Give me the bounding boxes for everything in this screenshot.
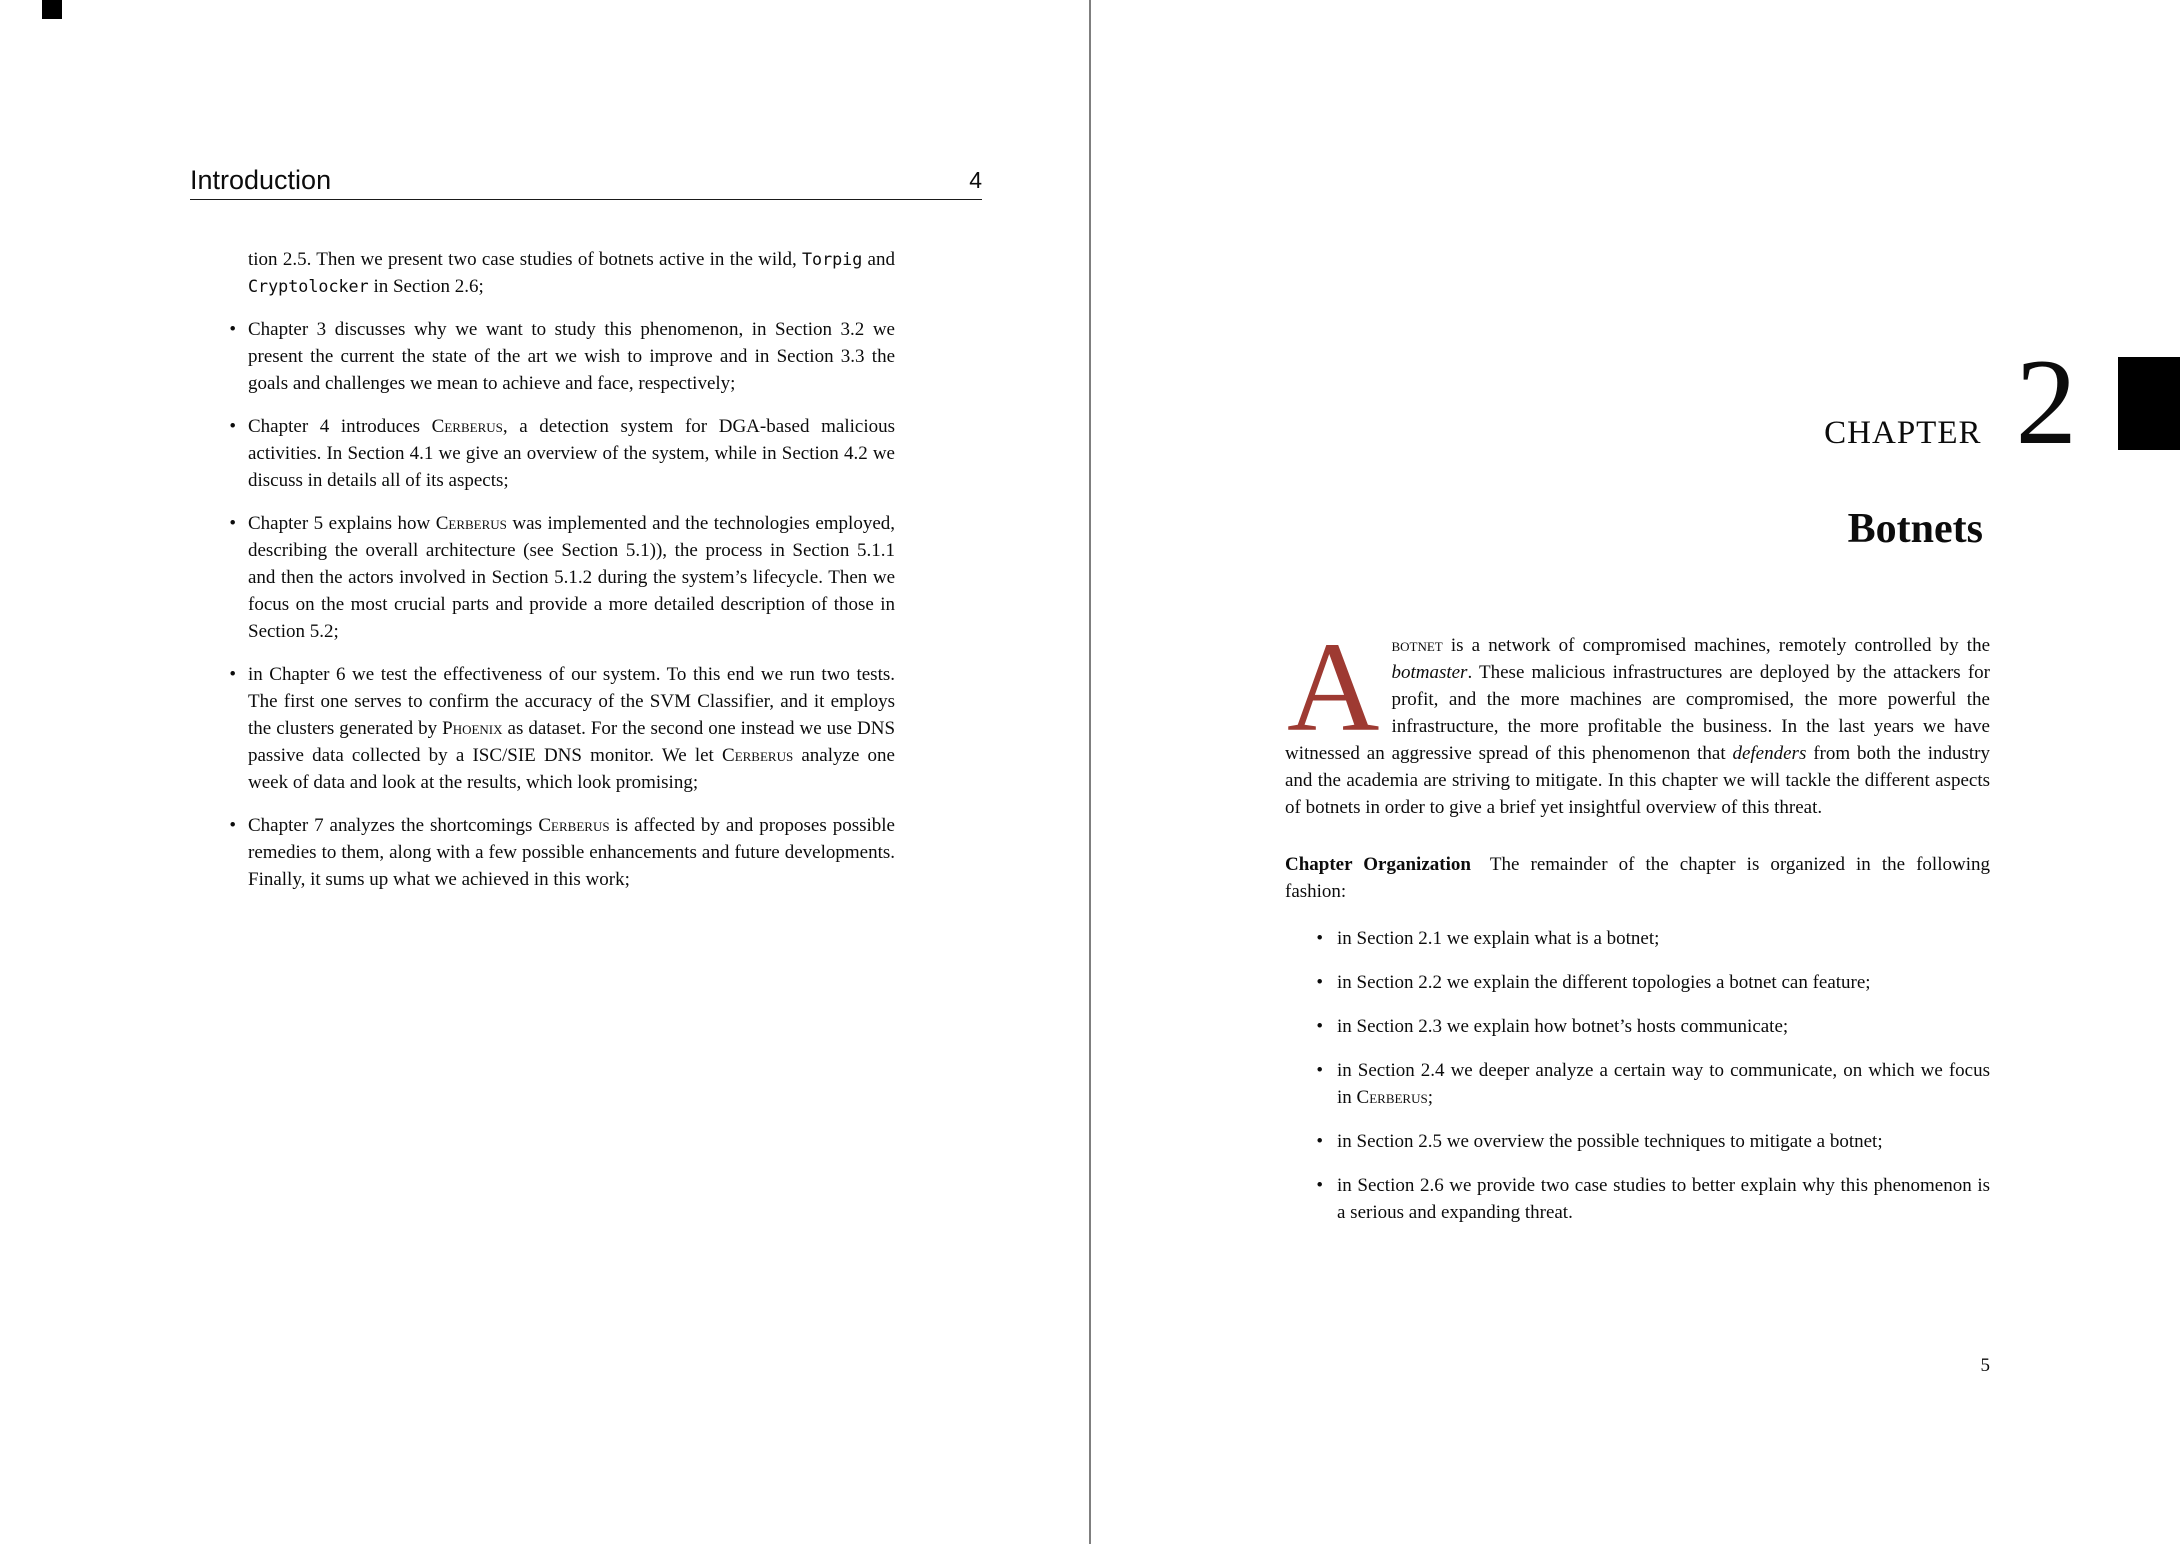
- running-header: [190, 166, 982, 200]
- bullet-text: in Section 2.2 we explain the different topologies a botnet can feature;: [1337, 972, 1871, 993]
- chapter-number: 2: [2015, 333, 2077, 470]
- lead-paragraph-text: botnet is a network of compromised machines, remotely controlled by the botmaster. These malicious infrastructures are deployed by the attackers for profit, and the more machines are compromised, the more powerful the infrastructure, the more profitable the business. In the last years we have witnessed an aggressive spread of this phenomenon that defenders from both the industry and the academia are striving to mitigate. In this chapter we will tackle the different aspects of botnets in order to give a brief yet insightful overview of this threat.: [1285, 635, 1990, 818]
- bullet-item-section-2-2: [1285, 969, 1990, 996]
- bullet-item-section-2-6: [1285, 1172, 1990, 1226]
- bullet-text: in Section 2.6 we provide two case studies to better explain why this phenomenon is a serious and expanding threat.: [1337, 1175, 1990, 1223]
- bullet-item-chapter-5: [210, 510, 895, 645]
- right-page-body: [1285, 616, 1990, 1226]
- bullet-text: in Section 2.4 we deeper analyze a certain way to communicate, on which we focus in Cerberus;: [1337, 1060, 1990, 1108]
- chapter-edge-tab: [2118, 357, 2180, 450]
- bullet-icon: •: [229, 513, 236, 534]
- bullet-item-chapter-3: [210, 316, 895, 397]
- bullet-text: Chapter 3 discusses why we want to study this phenomenon, in Section 3.2 we present the current the state of the art we wish to improve and in Section 3.3 the goals and challenges we mean to achieve and face, respectively;: [248, 319, 895, 394]
- lead-paragraph: [1285, 616, 1990, 821]
- organization-bullet-list: [1285, 925, 1990, 1226]
- chapter-title: Botnets: [1847, 506, 1983, 552]
- bullet-text: in Chapter 6 we test the effectiveness of our system. To this end we run two tests. The first one serves to confirm the accuracy of the SVM Classifier, and it employs the clusters generated by Phoenix as dataset. For the second one instead we use DNS passive data collected by a ISC/SIE DNS monitor. We let Cerberus analyze one week of data and look at the results, which look promising;: [248, 664, 896, 793]
- bullet-icon: •: [1316, 1060, 1323, 1081]
- bullet-item-chapter-7: [210, 812, 895, 893]
- bullet-text: in Section 2.1 we explain what is a botnet;: [1337, 928, 1660, 949]
- drop-cap: A: [1287, 616, 1380, 758]
- bullet-icon: •: [229, 664, 236, 685]
- page-number: 5: [1980, 1355, 1990, 1376]
- bullet-icon: •: [1316, 1175, 1323, 1196]
- bullet-item-section-2-1: [1285, 925, 1990, 952]
- page-divider: [1089, 0, 1091, 1544]
- running-header-title: Introduction: [190, 165, 332, 195]
- bullet-icon: •: [1316, 928, 1323, 949]
- chapter-label: CHAPTER: [1824, 415, 1982, 451]
- chapter-organization-paragraph: Chapter Organization The remainder of the chapter is organized in the following fashion:: [1285, 854, 1990, 902]
- bullet-icon: •: [1316, 1131, 1323, 1152]
- bullet-text: Chapter 4 introduces Cerberus, a detection system for DGA-based malicious activities. In Section 4.1 we give an overview of the system, while in Section 4.2 we discuss in details all of its aspects;: [248, 416, 895, 491]
- chapter-heading: [1824, 333, 2077, 470]
- bullet-icon: •: [229, 815, 236, 836]
- bullet-item-chapter-6: [210, 661, 895, 796]
- bullet-icon: •: [229, 416, 236, 437]
- bullet-icon: •: [1316, 1016, 1323, 1037]
- bullet-text: in Section 2.5 we overview the possible techniques to mitigate a botnet;: [1337, 1131, 1883, 1152]
- bullet-item-section-2-5: [1285, 1128, 1990, 1155]
- running-header-page-number: 4: [969, 167, 982, 193]
- bullet-icon: •: [229, 319, 236, 340]
- bullet-item-chapter-4: [210, 413, 895, 494]
- left-page-body: [210, 246, 895, 893]
- bullet-text: Chapter 5 explains how Cerberus was implemented and the technologies employed, describing the overall architecture (see Section 5.1)), the process in Section 5.1.1 and then the actors involved in Section 5.1.2 during the system’s lifecycle. Then we focus on the most crucial parts and provide a more detailed description of those in Section 5.2;: [248, 513, 895, 642]
- bullet-item-section-2-4: [1285, 1057, 1990, 1111]
- corner-mark: [42, 0, 62, 19]
- intro-continuation-paragraph: tion 2.5. Then we present two case studies of botnets active in the wild, Torpig and Cryptolocker in Section 2.6;: [248, 249, 895, 297]
- bullet-text: in Section 2.3 we explain how botnet’s hosts communicate;: [1337, 1016, 1789, 1037]
- bullet-item-section-2-3: [1285, 1013, 1990, 1040]
- bullet-icon: •: [1316, 972, 1323, 993]
- bullet-text: Chapter 7 analyzes the shortcomings Cerberus is affected by and proposes possible remedies to them, along with a few possible enhancements and future developments. Finally, it sums up what we achieved in this work;: [248, 815, 895, 890]
